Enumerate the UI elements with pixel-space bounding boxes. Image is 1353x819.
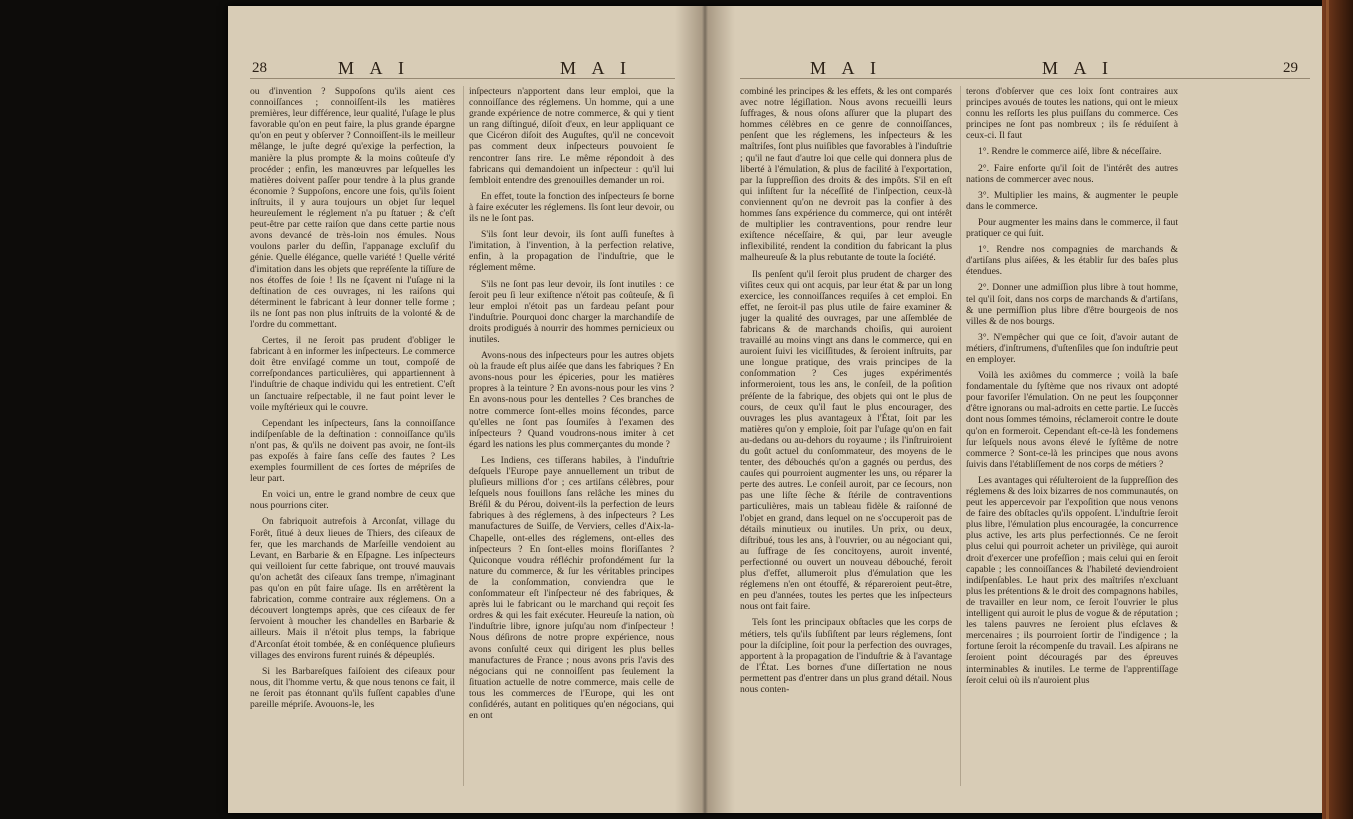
column-divider-right <box>960 86 961 786</box>
book-edge-stripe <box>1326 0 1329 819</box>
running-header-left-col2: M A I <box>560 58 633 78</box>
paragraph: 2°. Faire enforte qu'il ſoit de l'intérêt des autres nations de commercer avec nous. <box>966 162 1178 185</box>
running-header-left-col1: M A I <box>338 58 411 78</box>
paragraph: Pour augmenter les mains dans le commerce, il faut pratiquer ce qui ſuit. <box>966 216 1178 240</box>
header-rule-right <box>740 78 1310 79</box>
right-page-column-1 <box>740 86 952 786</box>
paragraph: 2°. Donner une admiſſion plus libre à tout homme, tel qu'il ſoit, dans nos corps de marchands & d'artiſans, & une permiſſion plus libre d'être bourgeois de nos villes & de nos bourgs. <box>966 282 1178 327</box>
paragraph: Certes, il ne ſeroit pas prudent d'obliger le fabricant à en informer les inſpecteurs. Le commerce doit être enviſagé comme un tout, compoſé de correſpondances particulières, qui appartiennent à l'induſtrie de chaque individu qui les entretient. C'eſt un ſanctuaire reſpectable, il ne faut point lever le voile myſtérieux qui le couvre. <box>250 335 455 413</box>
running-header-right-col2: M A I <box>1042 58 1115 78</box>
paragraph: S'ils ſont leur devoir, ils ſont auſſi funeſtes à l'imitation, à l'invention, à la perfection relative, enfin, à la propagation de l'induſtrie, que le réglement même. <box>469 229 674 274</box>
page-number-right: 29 <box>1283 60 1298 76</box>
paragraph: Cependant les inſpecteurs, ſans la connoiſſance indiſpenſable de la deſtination : connoiſſance qu'ils n'ont pas, & qu'ils ne doivent pas avoir, ne ſont-ils pas expoſés à faire ſans ceſſe des fautes ? Les exemples fourmillent de ces ſortes de mépriſes de leur part. <box>250 417 455 485</box>
paragraph: S'ils ne ſont pas leur devoir, ils ſont inutiles : ce ſeroit peu ſi leur exiſtence n'étoit pas coûteuſe, & ſi leur emploi n'étoit pas un fardeau peſant pour l'induſtrie. Pourquoi donc charger la marchandiſe de droits prodigués à nourrir des hommes pernicieux ou inutiles. <box>469 278 674 345</box>
paragraph: combiné les principes & les effets, & les ont comparés avec notre légiſlation. Nous avons recueilli leurs ſuffrages, & nous oſons aſſurer que la plupart des hommes célèbres en ce genre de connoiſſances, penſent que les réglemens, les inſpecteurs & les maîtriſes, ſont plus nuiſibles que favorables à l'induſtrie ; qu'il ne faut d'autre loi que celle qui donnera plus de liberté à l'émulation, & plus de facilité à l'exportation, par la ſuppreſſion des droits & des impôts. S'il en eſt qui inſiſtent ſur la néceſſité de l'inſpection, ceux-là conviennent qu'on ne devroit pas la confier à des hommes ſans expérience du commerce, qui ont intérêt de multiplier les contraventions, pour rendre leur exiſtence néceſſaire, & qui, par leur aveugle inflexibilité, rendent la condition du fabricant la plus malheureuſe & la plus rebutante de toute la ſociété. <box>740 86 952 264</box>
paragraph: Tels ſont les principaux obſtacles que les corps de métiers, tels qu'ils ſubſiſtent par leurs réglemens, ſont pour la diſcipline, ſoit pour la perfection des ouvrages, apportent à la propagation de l'induſtrie & à l'avantage de l'État. Les bornes d'une diſſertation ne nous permettent pas d'entrer dans un plus grand détail. Nous nous conten- <box>740 617 952 695</box>
page-number-left: 28 <box>252 60 267 76</box>
paragraph: On fabriquoit autrefois à Arconſat, village du Forêt, ſitué à deux lieues de Thiers, des ciſeaux de fer, que les marchands de Marſeille vendoient au Levant, en Barbarie & en Eſpagne. Les inſpecteurs qui veilloient ſur cette fabrique, ont trouvé mauvais qu'on achetât des ciſeaux ſans trempe, n'imaginant pas qu'on en pût faire uſage. Ils en arrêtèrent la fabrication, comme contraire aux réglemens. On a découvert longtemps après, que ces ciſeaux de fer ſervoient à moucher les chandelles en Barbarie & ailleurs. Mais il n'étoit plus temps, la fabrique d'Arconſat étoit tombée, & en conſéquence pluſieurs villages des environs furent ruinés & dépeuplés. <box>250 516 455 661</box>
paragraph: Voilà les axiômes du commerce ; voilà la baſe fondamentale du ſyſtème que nos rivaux ont adopté pour favoriſer l'émulation. On ne peut les ſoupçonner d'être ignorans ou mal-adroits en cette partie. Le ſuccès dont nous ſommes témoins, réclameroit contre le doute qu'on en formeroit. Cependant eſt-ce-là les fondemens ſur leſquels nous avons élevé le ſyſtême de notre commerce ? Sont-ce-là les principes que nous avons ſuivis dans l'établiſſement de nos corps de métiers ? <box>966 370 1178 470</box>
paragraph: 1°. Rendre le commerce aiſé, libre & néceſſaire. <box>978 146 1162 158</box>
paragraph: 3°. Multiplier les mains, & augmenter le peuple dans le commerce. <box>966 189 1178 212</box>
paragraph: Les Indiens, ces tiſſerans habiles, à l'induſtrie deſquels l'Europe paye annuellement un tribut de pluſieurs millions d'or ; ces artiſans célèbres, pour leſquels nous fouillons ſans relâche les mines du Bréſil & du Pérou, doivent-ils la perfection de leurs fabriques à des réglemens, à des inſpecteurs ? Les manufactures de Suiſſe, de Verviers, celles d'Aix-la-Chapelle, ont-elles des réglemens, ont-elles des inſpecteurs ? En ſont-elles moins floriſſantes ? Quiconque voudra réfléchir profondément ſur la nature du commerce, & ſur les véritables principes de la conſommation, conviendra que le conſommateur eſt l'inſpecteur né des fabriques, & après lui le fabricant ou le marchand qui reçoit ſes ordres & qui les fait exécuter. Heureuſe la nation, où l'induſtrie libre, ignore juſqu'au nom d'inſpecteur ! Nous déſirons de notre propre expérience, nous avons conſulté ceux qui dirigent les plus belles manufactures de France ; nous avons pris l'avis des négocians qui ne connoiſſent pas ſeulement la ſituation actuelle de notre commerce, mais celle de tous les commerces de l'Europe, qui les ont conſidérés, autant en politiques qu'en négocians, qui en ont <box>469 454 674 722</box>
running-header-right-col1: M A I <box>810 58 883 78</box>
left-page-column-1 <box>250 86 455 786</box>
paragraph: Avons-nous des inſpecteurs pour les autres objets où la fraude eſt plus aiſée que dans les fabriques ? En avons-nous pour les épiceries, pour les matières propres à la teinture ? En avons-nous pour les vins ? En avons-nous pour les dentelles ? Ces branches de notre commerce ſont-elles moins fécondes, parce qu'elles ne ſont pas ſoumiſes à l'examen des inſpecteurs ? Quand voudrons-nous imiter à cet égard les nations les plus commerçantes du monde ? <box>469 350 674 450</box>
right-page-column-2 <box>966 86 1178 786</box>
paragraph: Si les Barbareſques faiſoient des ciſeaux pour nous, dit l'homme vertu, & que nous tenons ce fait, il ne ſeroit pas étonnant qu'ils fuſſent capables d'une pareille mépriſe. Avouons-le, les <box>250 665 455 710</box>
column-divider-left <box>463 86 464 786</box>
paragraph: inſpecteurs n'apportent dans leur emploi, que la connoiſſance des réglemens. Un homme, qui a une grande expérience de notre commerce, & qui y tient un rang diſtingué, diſoit d'eux, en leur appliquant ce que Cicéron diſoit des Auguſtes, qu'il ne concevoit pas comment deux inſpecteurs pouvoient ſe rencontrer ſans rire. Le même répondoit à des fabricans qui demandoient un inſpecteur : qu'il lui ſembloit entendre des grenouilles demander un roi. <box>469 86 674 186</box>
left-page-column-2 <box>469 86 674 786</box>
book-gutter <box>675 6 735 813</box>
paragraph: terons d'obſerver que ces loix ſont contraires aux principes avoués de toutes les nations, qui ont le mieux connu les reſſorts les plus puiſſans du commerce. Ces principes ne ſont pas nombreux ; ils ſe réduiſent à ceux-ci. Il faut <box>966 86 1178 142</box>
paragraph: 3°. N'empêcher qui que ce ſoit, d'avoir autant de métiers, d'inſtrumens, d'uſtenſiles que ſon induſtrie peut en employer. <box>966 331 1178 365</box>
paragraph: En voici un, entre le grand nombre de ceux que nous pourrions citer. <box>250 489 455 512</box>
paragraph: En effet, toute la fonction des inſpecteurs ſe borne à faire exécuter les réglemens. Ils ſont leur devoir, ou ils ne le ſont pas. <box>469 190 674 225</box>
paragraph: ou d'invention ? Suppoſons qu'ils aient ces connoiſſances ; connoiſſent-ils les matières premières, leur différence, leur qualité, l'uſage le plus favorable qu'on en peut faire, la plus grande épargne qu'on en peut y obſerver ? Connoiſſent-ils le meilleur mêlange, le juſte degré qu'exige la perfection, la manière la plus prompte & la moins coûteuſe d'y procéder ; enfin, les manœuvres par leſquelles les matières doivent paſſer pour tendre à la plus grande économie ? Suppoſons, encore une fois, qu'ils ſoient inſtruits, il y aura toujours un objet ſur lequel heureuſement le réglement n'a pu ſtatuer ; & c'eſt peut-être par cette raiſon que dans cette partie nous avons devancé de très-loin nos émules. Nous voulons parler du deſſin, l'appanage excluſif du génie. Quelle élégance, quelle variété ! Quelle vérité d'imitation dans les objets que repréſente la tiſſure de nos étoffes de ſoie ! Ils ne ſçavent ni l'uſage ni la deſtination de ces ouvrages, ni les raiſons qui déterminent le fabricant à leur donner telle forme ; ils ne ſont pas non plus inſtruits de la volonté & de l'ordre du commettant. <box>250 86 455 330</box>
paragraph: 1°. Rendre nos compagnies de marchands & d'artiſans plus aiſées, & les établir ſur des baſes plus étendues. <box>966 244 1178 278</box>
paragraph: Ils penſent qu'il ſeroit plus prudent de charger des viſites ceux qui ont acquis, par leur état & par un long exercice, les connoiſſances requiſes à cet emploi. En effet, ne ſeroit-il pas plus utile de faire examiner & juger la qualité des ouvrages, par une aſſemblée de fabricans & de marchands choiſis, qui auroient travaillé au moins vingt ans dans le commerce, qui en auroient ſuivi les viciſſitudes, & ſeroient inſtruits, par une longue pratique, des vrais principes de la conſommation ? Ces juges expérimentés informeroient, tous les ans, le conſeil, de la poſition préſente de la fabrique, des objets qui ont le plus de cours, de ceux qu'il faut le plus encourager, des ouvrages les plus avantageux à l'État, ſoit par les matières qu'on y emploie, ſoit par l'uſage qu'on en fait au-dedans ou au-dehors du royaume ; ils l'inſtruiroient du goût actuel du conſommateur, des moyens de le tenter, des débouchés qu'on a gagnés ou perdus, des cauſes qui pourroient augmenter les uns, ou réparer la perte des autres. Le conſeil auroit, par ce ſecours, non pas une liſte ſèche & ſtérile de contraventions particulières, mais un tableau fidèle & raiſonné de l'objet en grand, dans lequel on ne s'occuperoit pas de détails minutieux ou inutiles. Un prix, ou deux, diſtribué, tous les ans, à l'ouvrier, ou au négociant qui, au ſuffrage de ſes concitoyens, auroit inventé, perfectionné ou ouvert un nouveau débouché, feroit plus d'effet, allumeroit plus d'émulation que les réglemens n'en ont étouffé, & répareroient peut-être, en peu d'années, toutes les pertes que les inſpecteurs nous ont fait faire. <box>740 268 952 613</box>
header-rule-left <box>250 78 675 79</box>
paragraph: Les avantages qui réſulteroient de la ſuppreſſion des réglemens & des loix bizarres de nos communautés, on peut les appercevoir par l'expoſition que nous venons de faire des obſtacles qu'ils oppoſent. L'induſtrie ſeroit plus libre, l'émulation plus encouragée, la concurrence plus active, les arts plus perfectionnés. Ce ne ſeroit plus celui qui pourroit acheter un privilège, qui auroit droit d'exercer une profeſſion ; mais celui qui en ſeroit capable ; les connoiſſances & l'habileté deviendroient indiſpenſables. Le haut prix des maîtriſes n'excluant plus les prétentions & le droit des compagnons habiles, de travailler en leur nom, ce ſeroit l'ouvrier le plus intelligent qui auroit le plus de vogue & de réputation ; les talens pauvres ne ſeroient plus eſclaves & mercenaires ; ils pourroient ſortir de l'indigence ; la fortune ſeroit la récompenſe du travail. Les aſpirans ne ſeroient point découragés par des épreuves interminables & inutiles. Le terme de l'apprentiſſage ſeroit celui où ils n'auroient plus <box>966 474 1178 686</box>
